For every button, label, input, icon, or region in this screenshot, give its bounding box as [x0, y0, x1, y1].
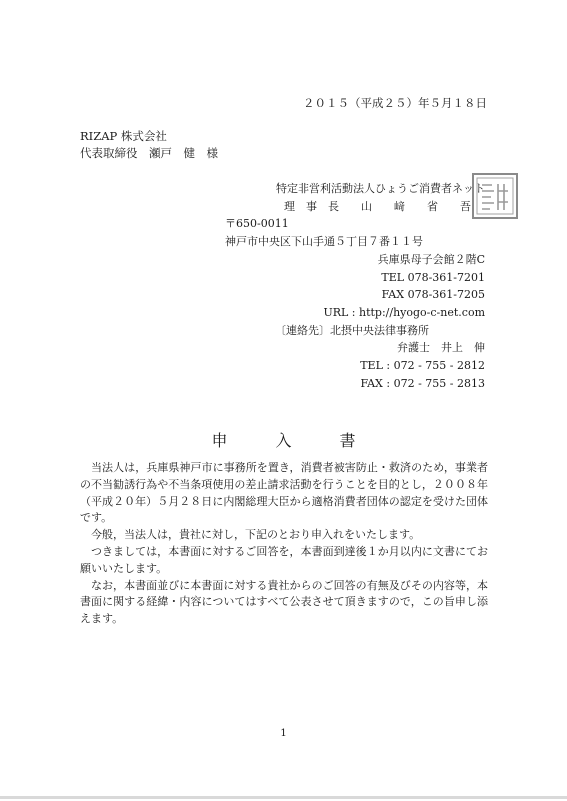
sender-org: 特定非営利活動法人ひょうご消費者ネット: [276, 182, 485, 195]
sender-contact-fax: FAX : 072 - 755 - 2813: [360, 376, 485, 390]
sender-lawyer: 弁護士 井上 伸: [397, 341, 485, 355]
body-paragraph: なお，本書面並びに本書面に対する貴社からのご回答の有無及びその内容等，本書面に関する経緯・内容についてはすべて公表させて頂きますので，この旨申し添えます。: [80, 578, 488, 626]
sender-fax: FAX 078-361-7205: [381, 288, 485, 302]
title-char: 申: [211, 431, 228, 450]
sender-url: URL : http://hyogo-c-net.com: [323, 305, 485, 319]
sender-postal: 〒650-0011: [225, 217, 289, 231]
sender-block: [225, 180, 485, 392]
document-body: [80, 460, 488, 628]
body-paragraph: 当法人は，兵庫県神戸市に事務所を置き，消費者被害防止・救済のため，事業者の不当勧誘行為や不当条項使用の差止請求活動を行うことを目的とし，２００８年（平成２０年）５月２８日に内閣総理大臣から適格消費者団体の認定を受けた団体です。: [80, 461, 488, 525]
recipient-company: RIZAP 株式会社: [80, 129, 167, 143]
sender-chair: 理 事 長 山 﨑 省 吾: [284, 199, 471, 213]
page-number: 1: [280, 728, 287, 739]
body-paragraph: 今般，当法人は，貴社に対し，下記のとおり申入れをいたします。: [91, 528, 421, 542]
page-bottom-edge: [0, 796, 567, 799]
sender-address1: 神戸市中央区下山手通５丁目７番１１号: [225, 235, 423, 249]
title-char: 書: [339, 431, 356, 450]
sender-contact: 〔連絡先〕北摂中央法律事務所: [275, 323, 429, 337]
body-paragraph: つきましては，本書面に対するご回答を，本書面到達後１か月以内に文書にてお願いいたします。: [80, 544, 488, 575]
document-date: ２０１５（平成２５）年５月１８日: [303, 96, 487, 110]
recipient-block: [80, 128, 218, 162]
document-title: [0, 428, 567, 451]
official-seal-icon: [468, 169, 522, 223]
sender-contact-tel: TEL : 072 - 755 - 2812: [360, 359, 485, 373]
title-char: 入: [275, 431, 292, 450]
recipient-person: 代表取締役 瀬戸 健 様: [80, 146, 218, 160]
sender-tel: TEL 078-361-7201: [381, 270, 485, 284]
sender-address2: 兵庫県母子会館２階C: [377, 252, 485, 266]
